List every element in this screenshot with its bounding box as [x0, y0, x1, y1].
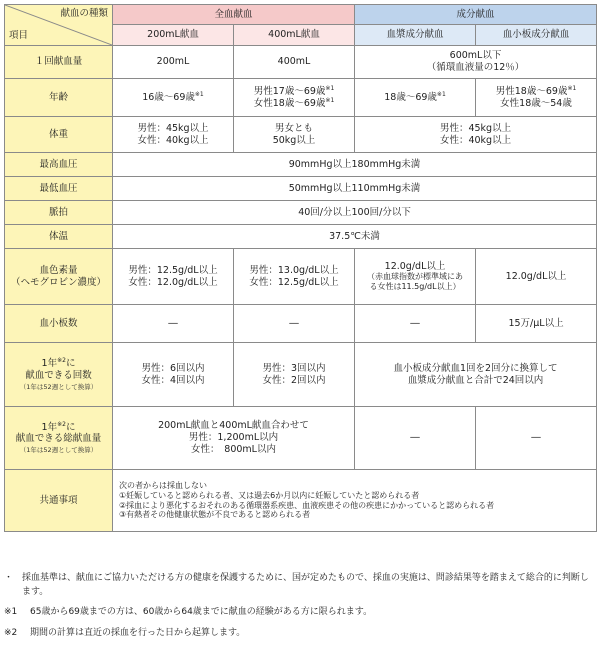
- age-plasma-value: 18歳～69歳: [384, 91, 437, 103]
- max-bp-row: [5, 153, 597, 177]
- platelet-count-label: 血小板数: [5, 305, 113, 343]
- common-line1: 次の者からは採血しない: [119, 481, 207, 490]
- ml400-header: 400mL献血: [234, 25, 355, 46]
- age-400: [234, 79, 355, 117]
- age-400-female: 女性18歳～69歳: [253, 97, 326, 109]
- item-label: 項目: [9, 30, 29, 42]
- bullet-mark: ・: [4, 573, 14, 583]
- min-bp-row: [5, 177, 597, 201]
- hb-plasma-line1: 12.0g/dL以上: [384, 260, 446, 272]
- times-component-line2: 血漿成分献血と合計で24回以内: [407, 374, 544, 386]
- max-bp-label: 最高血圧: [5, 153, 113, 177]
- hb-200-female: 女性：12.0g/dL以上: [128, 276, 218, 288]
- pulse-value: 40回/分以上100回/分以下: [113, 201, 597, 225]
- donation-criteria-table: [4, 4, 597, 532]
- volume-component-line2: （循環血液量の12％）: [426, 62, 525, 73]
- main-note-text: 採血基準は、献血にご協力いただける方の健康を保護するために、国が定めたもので、採血の実施は、問診結果等を踏まえて総合的に判断します。: [22, 573, 589, 597]
- footnote-1-mark: ※1: [4, 607, 18, 617]
- times-component-line1: 血小板成分献血1回を2回分に換算して: [393, 362, 558, 374]
- plasma-header: 血漿成分献血: [355, 25, 476, 46]
- age-row: [5, 79, 597, 117]
- age-400-male: 男性17歳～69歳: [253, 85, 326, 97]
- platelet-count-400: ―: [234, 305, 355, 343]
- age-plasma: [355, 79, 476, 117]
- temp-value: 37.5℃未満: [113, 225, 597, 249]
- total-platelet: ―: [476, 407, 597, 470]
- hb-plasma-line2: （赤血球指数が標準域にあ: [367, 272, 464, 282]
- weight-row: [5, 117, 597, 153]
- note-mark-1: ※1: [567, 84, 577, 92]
- weight-200-male: 男性：45kg以上: [137, 122, 209, 134]
- weight-component: [355, 117, 597, 153]
- times-label-a: 1年: [41, 358, 58, 370]
- total-label-line2: 献血できる総献血量: [15, 433, 102, 445]
- age-platelet-male: 男性18歳～69歳: [495, 85, 568, 97]
- hb-200: [113, 249, 234, 305]
- age-platelet-female: 女性18歳～54歳: [500, 97, 572, 109]
- total-label-b: に: [65, 421, 76, 433]
- volume-component: [355, 46, 597, 79]
- ml200-header: 200mL献血: [113, 25, 234, 46]
- hb-platelet: 12.0g/dL以上: [476, 249, 597, 305]
- total-whole-line2: 男性：1,200mL以内: [188, 432, 279, 444]
- total-label-a: 1年: [41, 421, 58, 433]
- times-component: [355, 343, 597, 407]
- weight-200-female: 女性：40kg以上: [137, 134, 209, 146]
- note-mark-1: ※1: [194, 90, 204, 98]
- footnote-2-text: 期間の計算は直近の採血を行った日から起算します。: [30, 627, 246, 638]
- platelet-count-plasma: ―: [355, 305, 476, 343]
- component-header: 成分献血: [355, 5, 597, 25]
- weight-component-female: 女性：40kg以上: [439, 134, 512, 146]
- hb-400-female: 女性：12.5g/dL以上: [249, 276, 339, 288]
- platelet-count-200: ―: [113, 305, 234, 343]
- footnote-1: [4, 606, 596, 620]
- pulse-label: 脈拍: [5, 201, 113, 225]
- platelet-header: 血小板成分献血: [476, 25, 597, 46]
- hb-plasma: [355, 249, 476, 305]
- footnote-2: [4, 627, 596, 641]
- common-line2: ①妊娠していると認められる者、又は過去6か月以内に妊娠していたと認められる者: [119, 490, 420, 500]
- total-whole-blood: [113, 407, 355, 470]
- note-mark-2: ※2: [57, 420, 66, 428]
- volume-400: 400mL: [234, 46, 355, 79]
- age-200-value: 16歳～69歳: [142, 91, 195, 103]
- weight-400-line1: 男女とも: [275, 122, 314, 134]
- common-line3: ②採血により悪化するおそれのある循環器系疾患、血液疾患その他の疾患にかかっていると認められる者: [119, 500, 495, 510]
- platelet-count-row: [5, 305, 597, 343]
- header-corner-cell: [5, 5, 113, 46]
- hb-label-line1: 血色素量: [39, 264, 78, 276]
- times-200-male: 男性：6回以内: [141, 362, 205, 374]
- note-mark-1: ※1: [325, 96, 335, 104]
- total-whole-line3: 女性： 800mL以内: [191, 443, 276, 455]
- weight-400-line2: 50kg以上: [272, 134, 316, 146]
- note-mark-1: ※1: [325, 84, 335, 92]
- times-label-line2: 献血できる回数: [25, 369, 92, 381]
- volume-200: 200mL: [113, 46, 234, 79]
- hb-400: [234, 249, 355, 305]
- common-line4: ③有熱者その他健康状態が不良であると認められる者: [119, 510, 311, 520]
- age-200: [113, 79, 234, 117]
- type-label: 献血の種類: [60, 8, 108, 19]
- weight-label: 体重: [5, 117, 113, 153]
- platelet-count-platelet: 15万/μL以上: [476, 305, 597, 343]
- min-bp-value: 50mmHg以上110mmHg未満: [113, 177, 597, 201]
- note-mark-1: ※1: [436, 90, 446, 98]
- temp-label: 体温: [5, 225, 113, 249]
- common-row: [5, 470, 597, 532]
- total-whole-line1: 200mL献血と400mL献血合わせて: [158, 420, 309, 432]
- max-bp-value: 90mmHg以上180mmHg未満: [113, 153, 597, 177]
- pulse-row: [5, 201, 597, 225]
- volume-row: [5, 46, 597, 79]
- age-label: 年齢: [5, 79, 113, 117]
- min-bp-label: 最低血圧: [5, 177, 113, 201]
- times-label-sub: （1年は52週として換算）: [19, 382, 98, 391]
- footnotes: [4, 572, 596, 647]
- weight-200: [113, 117, 234, 153]
- main-note: [4, 572, 596, 599]
- hb-plasma-line3: る女性は11.5g/dL以上）: [369, 282, 461, 292]
- age-platelet: [476, 79, 597, 117]
- times-label: [5, 343, 113, 407]
- times-200-female: 女性：4回以内: [141, 374, 205, 386]
- times-200: [113, 343, 234, 407]
- hb-400-male: 男性：13.0g/dL以上: [249, 264, 339, 276]
- footnote-2-mark: ※2: [4, 627, 18, 638]
- times-400-male: 男性：3回以内: [262, 362, 326, 374]
- whole-blood-header: 全血献血: [113, 5, 355, 25]
- common-content: [113, 470, 597, 532]
- weight-component-male: 男性：45kg以上: [439, 122, 512, 134]
- total-row: [5, 407, 597, 470]
- times-400-female: 女性：2回以内: [262, 374, 326, 386]
- hb-label-line2: （ヘモグロビン濃度）: [10, 276, 106, 288]
- total-plasma: ―: [355, 407, 476, 470]
- footnote-1-text: 65歳から69歳までの方は、60歳から64歳までに献血の経験がある方に限られます。: [30, 607, 373, 617]
- note-mark-2: ※2: [57, 356, 66, 364]
- temp-row: [5, 225, 597, 249]
- common-label: 共通事項: [5, 470, 113, 532]
- total-label-sub: （1年は52週として換算）: [19, 446, 98, 455]
- hb-label: [5, 249, 113, 305]
- volume-component-line1: 600mL以下: [449, 50, 502, 62]
- times-row: [5, 343, 597, 407]
- weight-400: [234, 117, 355, 153]
- volume-label: １回献血量: [5, 46, 113, 79]
- times-400: [234, 343, 355, 407]
- times-label-b: に: [65, 358, 76, 370]
- hb-200-male: 男性：12.5g/dL以上: [128, 264, 218, 276]
- hb-row: [5, 249, 597, 305]
- total-label: [5, 407, 113, 470]
